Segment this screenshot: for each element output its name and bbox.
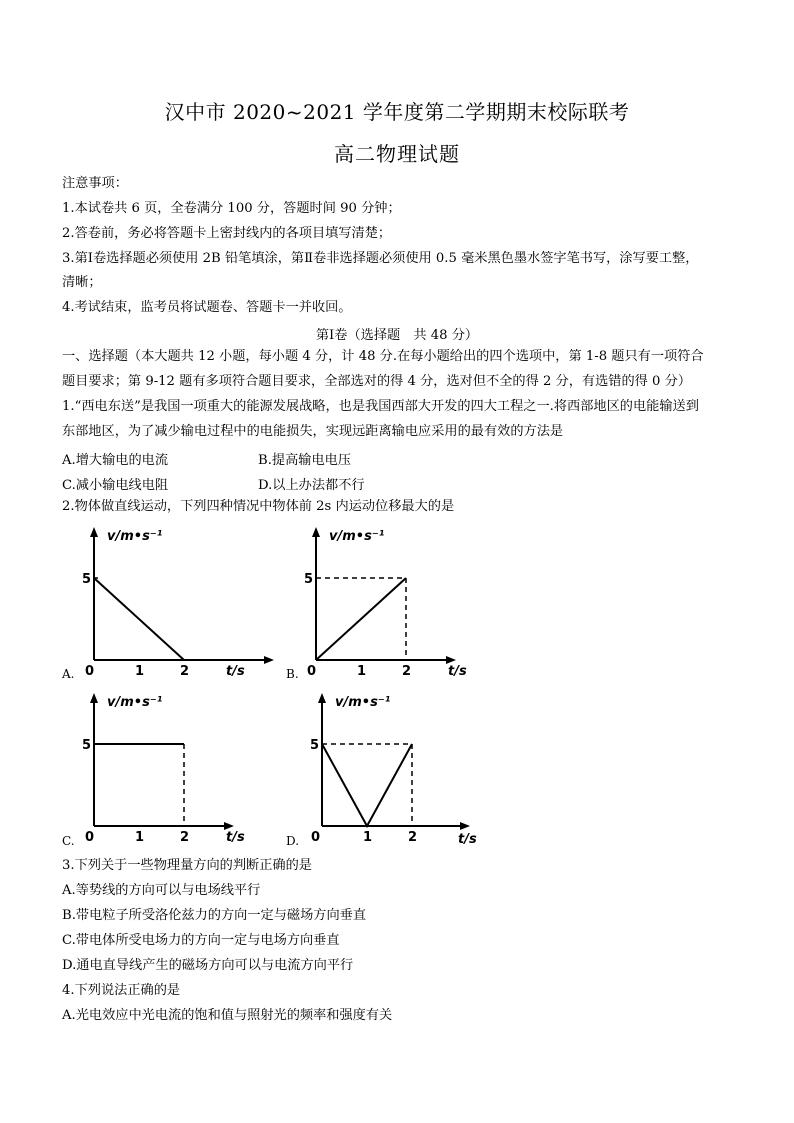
section1-heading: 第Ⅰ卷（选择题 共 48 分） — [315, 328, 479, 343]
graph-d-label-0: 0 — [311, 830, 321, 845]
graph-d-option-label: D. — [286, 834, 300, 848]
q3-option-c: C.带电体所受电场力的方向一定与电场方向垂直 — [62, 933, 340, 948]
note-item-2: 2.答卷前，务必将答题卡上密封线内的各项目填写清楚； — [62, 226, 392, 241]
note-item-3: 3.第Ⅰ卷选择题必须使用 2B 铅笔填涂，第Ⅱ卷非选择题必须使用 0.5 毫米黑色墨水签字笔书写，涂写要工整， — [62, 251, 699, 266]
q1-option-d: D.以上办法都不行 — [258, 478, 365, 493]
q1-stem-line1: 1.“西电东送”是我国一项重大的能源发展战略，也是我国西部大开发的四大工程之一.将西部地区的电能输送到 — [62, 399, 699, 414]
graph-c-y-arrow — [90, 693, 98, 703]
graph-b-line — [316, 578, 406, 660]
graph-c-label-0: 0 — [85, 830, 95, 845]
exam-title: 汉中市 2020~2021 学年度第二学期期末校际联考 — [164, 100, 630, 124]
graph-d-x-label: t/s — [458, 832, 477, 847]
graph-c-y-label: v/m•s⁻¹ — [107, 695, 163, 710]
graph-b-label-0: 0 — [307, 664, 317, 679]
q3-option-d: D.通电直导线产生的磁场方向可以与电流方向平行 — [62, 958, 354, 973]
graph-b-label-5: 5 — [304, 572, 314, 587]
graph-a — [80, 522, 280, 682]
q3-stem: 3.下列关于一些物理量方向的判断正确的是 — [62, 858, 312, 873]
graph-d-label-5: 5 — [310, 738, 320, 753]
q2-stem: 2.物体做直线运动，下列四种情况中物体前 2s 内运动位移最大的是 — [62, 499, 455, 514]
note-item-3-cont: 清晰； — [62, 275, 102, 290]
graph-d-label-2: 2 — [408, 830, 418, 845]
q4-option-a: A.光电效应中光电流的饱和值与照射光的频率和强度有关 — [62, 1008, 393, 1023]
q1-stem-line2: 东部地区，为了减少输电过程中的电能损失，实现远距离输电应采用的最有效的方法是 — [62, 424, 564, 439]
graph-a-label-2: 2 — [180, 664, 190, 679]
q3-option-b: B.带电粒子所受洛伦兹力的方向一定与磁场方向垂直 — [62, 908, 367, 923]
graph-d-x-arrow — [460, 822, 470, 830]
section1-intro-line1: 一、选择题（本大题共 12 小题，每小题 4 分，计 48 分.在每小题给出的四个选项中，第 1-8 题只有一项符合 — [62, 349, 704, 364]
graph-b-y-arrow — [312, 527, 320, 537]
graph-a-option-label: A. — [62, 667, 75, 681]
q3-option-a: A.等势线的方向可以与电场线平行 — [62, 883, 261, 898]
graph-a-x-arrow — [264, 656, 274, 664]
graph-d — [308, 688, 498, 848]
q1-option-a: A.增大输电的电流 — [62, 453, 169, 468]
q1-option-c: C.减小输电线电阻 — [62, 478, 169, 493]
graph-b-x-label: t/s — [448, 664, 467, 679]
graph-a-label-5: 5 — [82, 572, 92, 587]
graph-a-label-0: 0 — [85, 664, 95, 679]
graph-a-x-label: t/s — [226, 664, 245, 679]
graph-c-x-arrow — [224, 822, 234, 830]
graph-a-y-label: v/m•s⁻¹ — [107, 529, 163, 544]
graph-b-option-label: B. — [286, 667, 299, 681]
graph-c-option-label: C. — [62, 834, 75, 848]
q4-stem: 4.下列说法正确的是 — [62, 983, 181, 998]
graph-a-y-arrow — [90, 527, 98, 537]
graph-b-label-1: 1 — [357, 664, 367, 679]
graph-b-y-label: v/m•s⁻¹ — [329, 529, 385, 544]
exam-subtitle: 高二物理试题 — [334, 142, 460, 166]
graph-c-label-1: 1 — [135, 830, 145, 845]
graph-d-line — [322, 744, 412, 826]
graph-c-label-2: 2 — [180, 830, 190, 845]
note-item-4: 4.考试结束，监考员将试题卷、答题卡一并收回。 — [62, 300, 352, 315]
graph-c-x-label: t/s — [226, 830, 245, 845]
graph-b-label-2: 2 — [402, 664, 412, 679]
graph-d-y-arrow — [318, 693, 326, 703]
notes-heading: 注意事项： — [62, 176, 128, 191]
graph-b-x-arrow — [446, 656, 456, 664]
graph-a-label-1: 1 — [135, 664, 145, 679]
graph-d-y-label: v/m•s⁻¹ — [335, 695, 391, 710]
graph-c — [80, 688, 280, 848]
section1-intro-line2: 题目要求；第 9-12 题有多项符合题目要求，全部选对的得 4 分，选对但不全的得 2 分，有选错的得 0 分） — [62, 374, 692, 389]
graph-d-label-1: 1 — [363, 830, 373, 845]
note-item-1: 1.本试卷共 6 页，全卷满分 100 分，答题时间 90 分钟； — [62, 201, 401, 216]
graph-b — [302, 522, 502, 682]
q1-option-b: B.提高输电电压 — [258, 453, 352, 468]
graph-c-label-5: 5 — [82, 738, 92, 753]
graph-a-line — [94, 578, 184, 660]
